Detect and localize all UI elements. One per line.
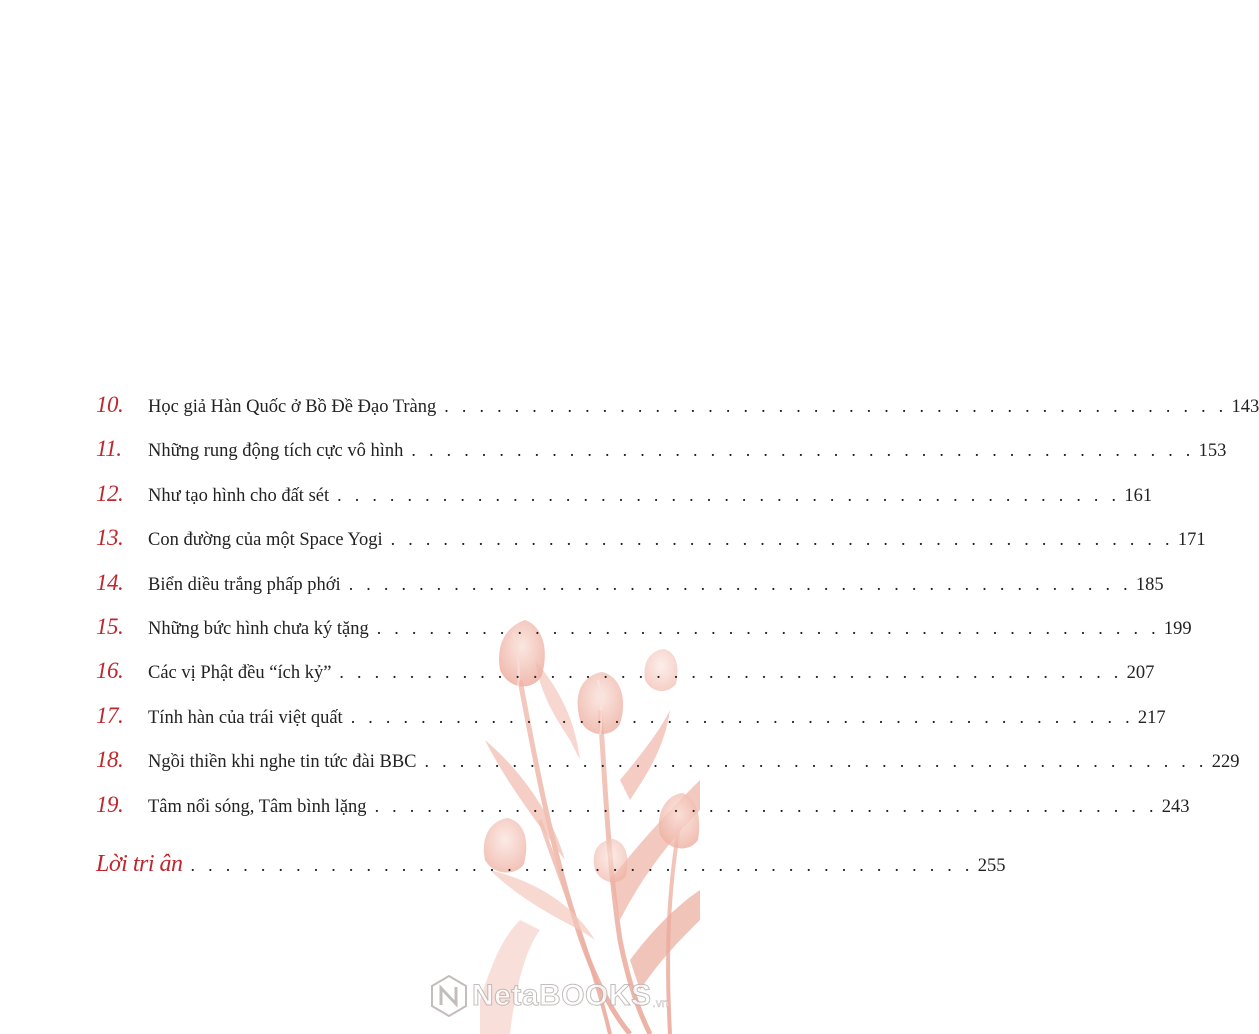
dot-leader: . . . . . . . . . . . . . . . . . . . . . . . . . . . . . . . . . . . . . . . . . . . . . xyxy=(411,440,1195,461)
chapter-number: 16. xyxy=(96,658,124,684)
dot-leader: . . . . . . . . . . . . . . . . . . . . . . . . . . . . . . . . . . . . . . . . . . . . . xyxy=(190,854,974,875)
chapter-number: 18. xyxy=(96,747,124,773)
chapter-number: 11. xyxy=(96,436,122,462)
chapter-title: Như tạo hình cho đất sét xyxy=(148,485,330,506)
page-number: 207 xyxy=(1126,663,1155,684)
page-number: 161 xyxy=(1124,485,1153,506)
chapter-title: Học giả Hàn Quốc ở Bồ Đề Đạo Tràng xyxy=(148,397,437,417)
dot-leader: . . . . . . . . . . . . . . . . . . . . . . . . . . . . . . . . . . . . . . . . . . . . . xyxy=(424,751,1208,772)
toc-entry[interactable] xyxy=(96,569,1164,614)
table-of-contents xyxy=(96,392,1259,895)
dot-leader: . . . . . . . . . . . . . . . . . . . . . . . . . . . . . . . . . . . . . . . . . . . . . xyxy=(376,617,1160,638)
toc-entry[interactable] xyxy=(96,747,1240,791)
chapter-title: Biển diều trắng phấp phới xyxy=(148,574,341,595)
page-number: 143 xyxy=(1231,397,1259,417)
toc-entry-acknowledgement[interactable] xyxy=(96,850,1006,895)
page-number: 229 xyxy=(1211,752,1240,773)
dot-leader: . . . . . . . . . . . . . . . . . . . . . . . . . . . . . . . . . . . . . . . . . . . . . xyxy=(390,529,1174,550)
chapter-number: 19. xyxy=(96,791,124,817)
chapter-title: Những bức hình chưa ký tặng xyxy=(148,618,369,639)
dot-leader: . . . . . . . . . . . . . . . . . . . . . . . . . . . . . . . . . . . . . . . . . . . . . xyxy=(444,396,1228,416)
watermark-brand: NetaBOOKS xyxy=(472,979,652,1012)
chapter-number: 15. xyxy=(96,613,124,639)
chapter-number: 10. xyxy=(96,392,124,417)
toc-entry[interactable] xyxy=(96,702,1166,747)
toc-entry[interactable] xyxy=(96,525,1206,569)
page-number: 217 xyxy=(1137,707,1166,728)
chapter-number: 17. xyxy=(96,702,124,728)
toc-entry[interactable] xyxy=(96,436,1227,480)
page-number: 243 xyxy=(1161,796,1190,817)
chapter-number: 12. xyxy=(96,480,124,506)
acknowledgement-title: Lời tri ân xyxy=(96,850,183,877)
netabooks-watermark xyxy=(430,974,669,1018)
page-number: 185 xyxy=(1135,574,1164,595)
dot-leader: . . . . . . . . . . . . . . . . . . . . . . . . . . . . . . . . . . . . . . . . . . . . . xyxy=(339,662,1123,683)
page-number: 153 xyxy=(1198,441,1227,462)
chapter-title: Con đường của một Space Yogi xyxy=(148,530,383,551)
chapter-number: 14. xyxy=(96,569,124,595)
dot-leader: . . . . . . . . . . . . . . . . . . . . . . . . . . . . . . . . . . . . . . . . . . . . . xyxy=(350,706,1134,727)
watermark-suffix: .vn xyxy=(652,996,669,1010)
dot-leader: . . . . . . . . . . . . . . . . . . . . . . . . . . . . . . . . . . . . . . . . . . . . . xyxy=(348,573,1132,594)
dot-leader: . . . . . . . . . . . . . . . . . . . . . . . . . . . . . . . . . . . . . . . . . . . . . xyxy=(374,795,1158,816)
neta-logo-icon xyxy=(430,974,468,1018)
page-number: 171 xyxy=(1177,530,1206,551)
toc-entry[interactable] xyxy=(96,791,1190,836)
chapter-title: Tính hàn của trái việt quất xyxy=(148,707,343,728)
dot-leader: . . . . . . . . . . . . . . . . . . . . . . . . . . . . . . . . . . . . . . . . . . . . . xyxy=(337,484,1121,505)
toc-entry[interactable] xyxy=(96,613,1192,658)
toc-entry[interactable] xyxy=(96,392,1259,436)
page-number: 199 xyxy=(1163,618,1192,639)
chapter-title: Các vị Phật đều “ích kỷ” xyxy=(148,663,332,684)
chapter-title: Tâm nổi sóng, Tâm bình lặng xyxy=(148,796,367,817)
page-number: 255 xyxy=(977,855,1006,876)
chapter-number: 13. xyxy=(96,525,124,551)
chapter-title: Những rung động tích cực vô hình xyxy=(148,441,404,462)
toc-entry[interactable] xyxy=(96,658,1155,702)
toc-entry[interactable] xyxy=(96,480,1153,525)
chapter-title: Ngồi thiền khi nghe tin tức đài BBC xyxy=(148,752,417,773)
